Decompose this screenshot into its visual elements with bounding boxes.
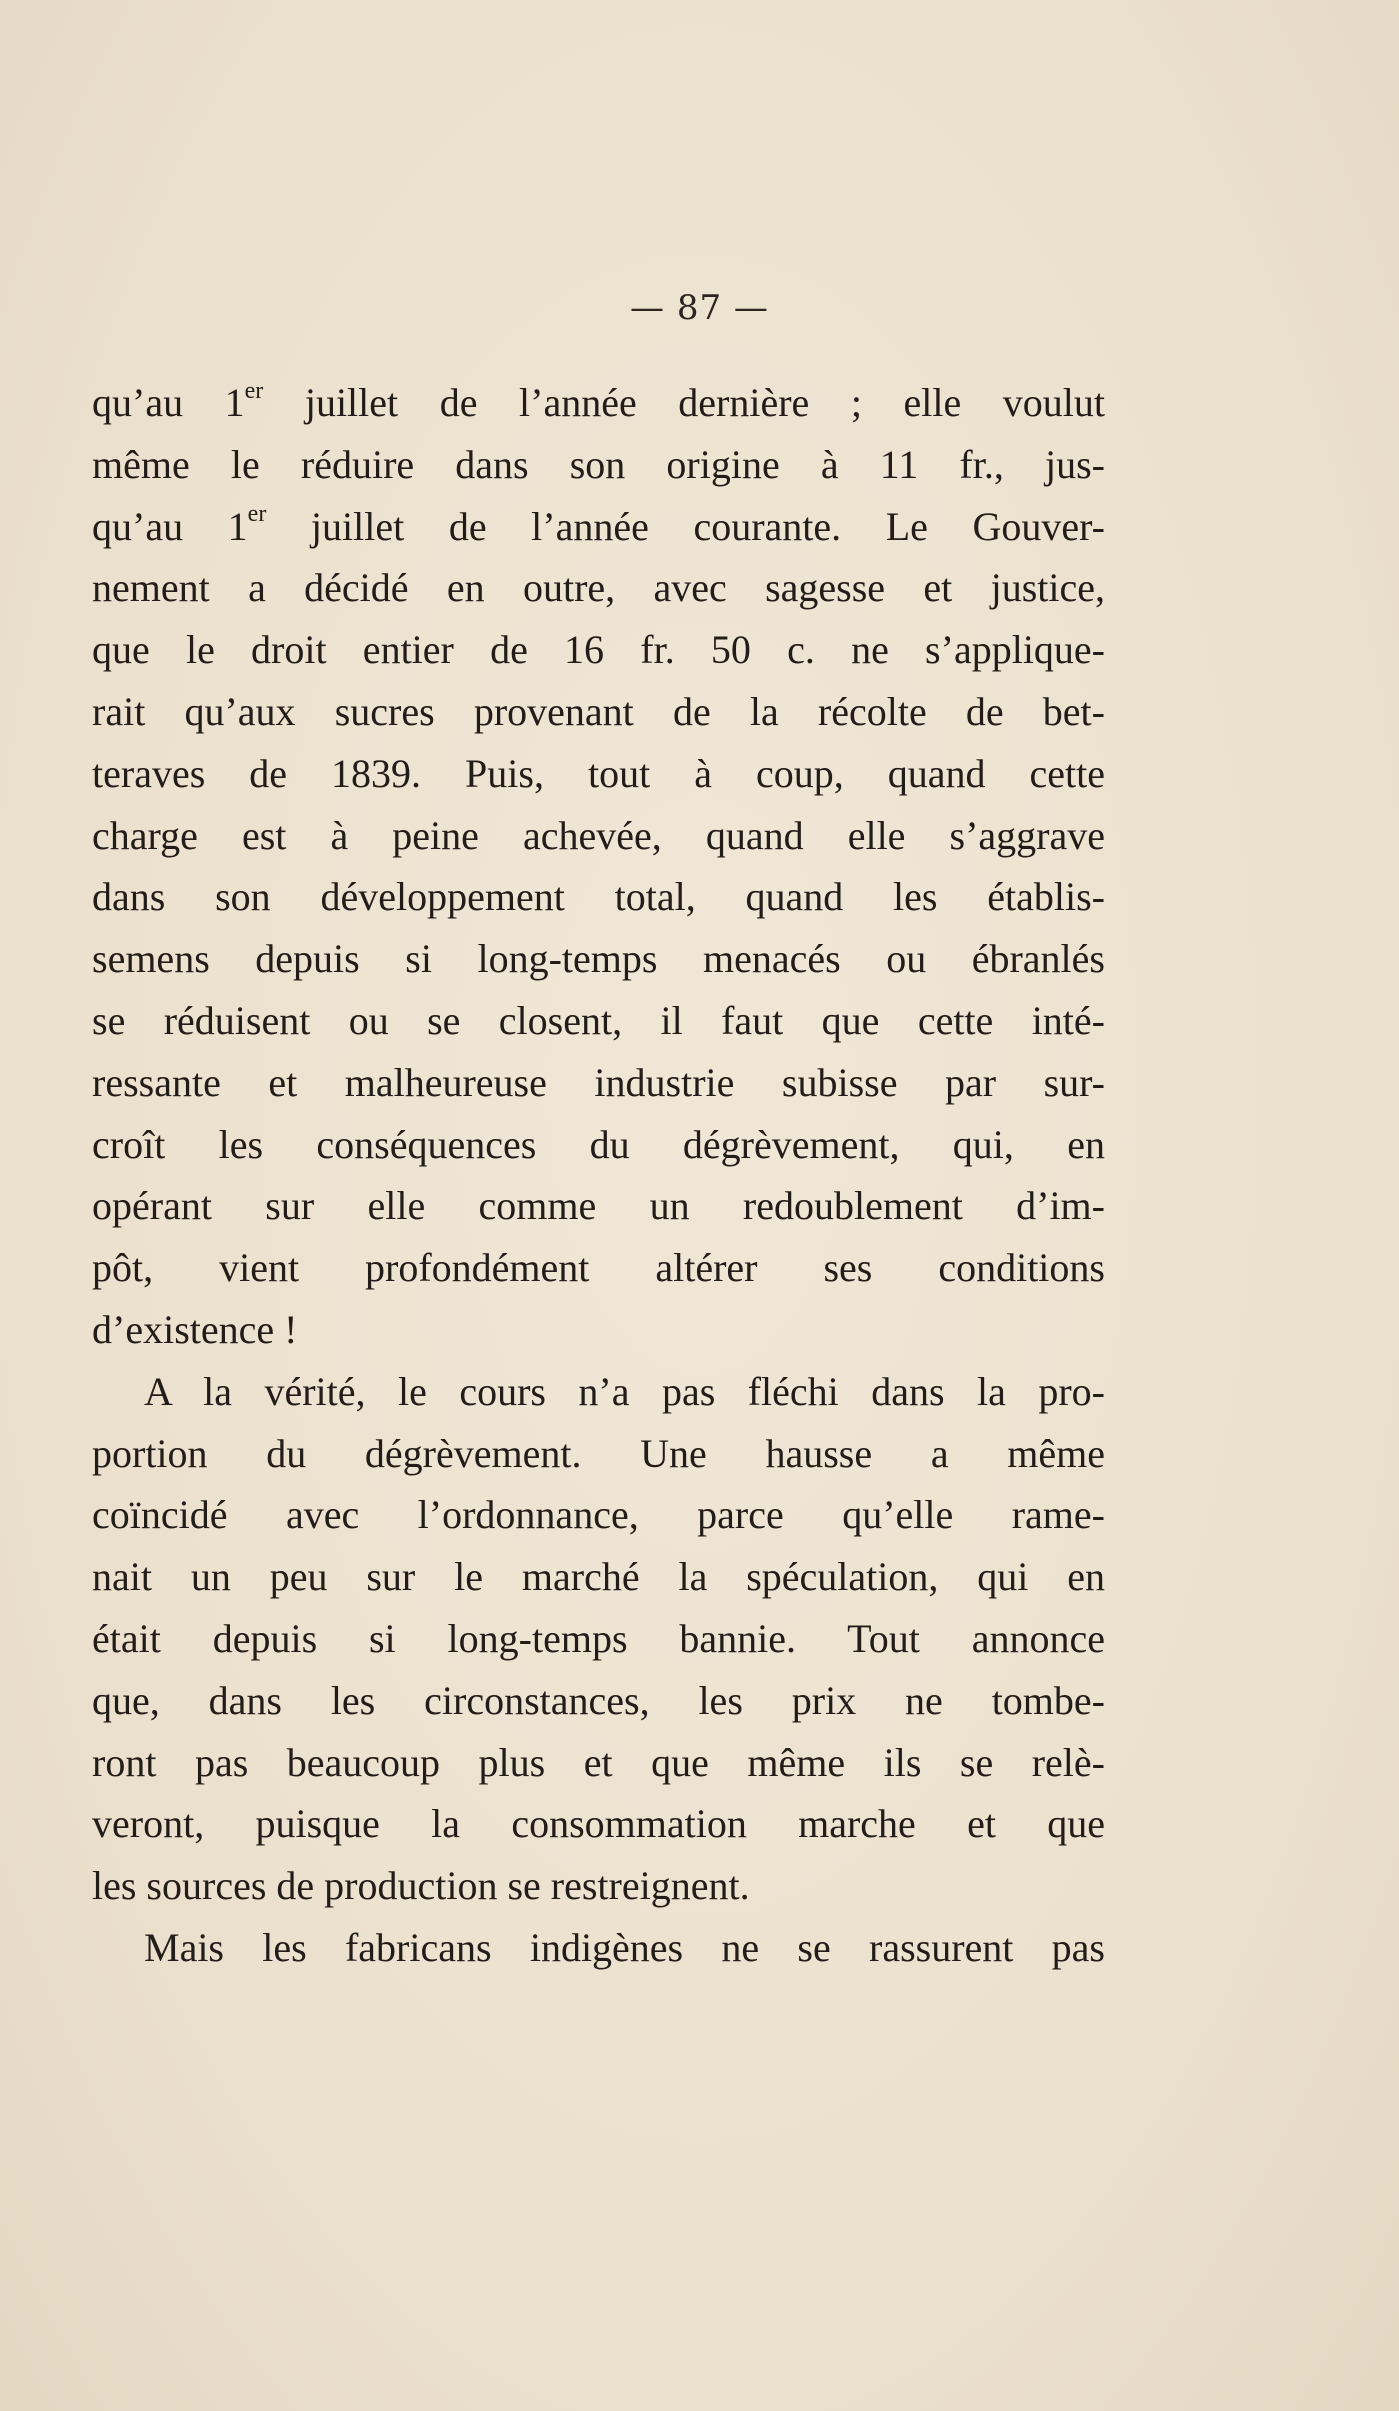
text-segment: semens depuis si long-temps menacés ou ébranlés bbox=[92, 936, 1105, 982]
text-segment: ressante et malheureuse industrie subisse par sur- bbox=[92, 1059, 1105, 1105]
text-segment: Mais les fabricans indigènes ne se rassurent pas bbox=[144, 1924, 1105, 1970]
text-line bbox=[92, 557, 1105, 619]
text-segment: les sources de production se restreignent. bbox=[92, 1863, 750, 1909]
text-segment: nait un peu sur le marché la spéculation, qui en bbox=[92, 1554, 1105, 1600]
text-line bbox=[92, 1608, 1105, 1670]
text-segment: se réduisent ou se closent, il faut que cette inté- bbox=[92, 997, 1105, 1043]
page-number: — 87 — bbox=[630, 288, 769, 328]
text-line bbox=[92, 1732, 1105, 1794]
text-line bbox=[92, 1175, 1105, 1237]
text-segment: veront, puisque la consommation marche et que bbox=[92, 1801, 1105, 1847]
text-line bbox=[92, 496, 1105, 558]
text-line bbox=[92, 1484, 1105, 1546]
text-segment: opérant sur elle comme un redoublement d’im- bbox=[92, 1183, 1105, 1229]
text-line bbox=[92, 1855, 1105, 1917]
text-line bbox=[92, 372, 1105, 434]
text-segment: juillet de l’année dernière ; elle voulut bbox=[263, 380, 1105, 425]
text-line bbox=[92, 805, 1105, 867]
text-line bbox=[92, 1670, 1105, 1732]
text-line bbox=[92, 990, 1105, 1052]
superscript: er bbox=[247, 501, 267, 528]
text-line bbox=[92, 434, 1105, 496]
text-segment: charge est à peine achevée, quand elle s’aggrave bbox=[92, 812, 1105, 858]
text-segment: que le droit entier de 16 fr. 50 c. ne s’applique- bbox=[92, 627, 1105, 673]
text-segment: qu’au 1 bbox=[92, 503, 248, 549]
text-line bbox=[92, 1793, 1105, 1855]
text-line bbox=[92, 1052, 1105, 1114]
text-segment: ront pas beaucoup plus et que même ils se relè- bbox=[92, 1739, 1105, 1785]
text-segment: A la vérité, le cours n’a pas fléchi dans la pro- bbox=[144, 1368, 1105, 1414]
superscript: er bbox=[244, 377, 264, 404]
text-segment: croît les conséquences du dégrèvement, qui, en bbox=[92, 1121, 1105, 1167]
text-line bbox=[92, 928, 1105, 990]
text-line bbox=[92, 1114, 1105, 1176]
text-segment: coïncidé avec l’ordonnance, parce qu’elle rame- bbox=[92, 1492, 1105, 1538]
text-segment: portion du dégrèvement. Une hausse a même bbox=[92, 1430, 1105, 1476]
text-line bbox=[92, 619, 1105, 681]
text-line bbox=[92, 1361, 1105, 1423]
text-line bbox=[92, 1546, 1105, 1608]
body-text bbox=[92, 372, 1105, 1979]
text-segment: qu’au 1 bbox=[92, 380, 245, 425]
text-line bbox=[92, 1917, 1105, 1979]
text-line bbox=[92, 681, 1105, 743]
text-segment: teraves de 1839. Puis, tout à coup, quand cette bbox=[92, 750, 1105, 796]
text-segment: même le réduire dans son origine à 11 fr., jus- bbox=[92, 441, 1105, 487]
text-line bbox=[92, 743, 1105, 805]
text-segment: nement a décidé en outre, avec sagesse et justice, bbox=[92, 565, 1105, 611]
text-line bbox=[92, 1423, 1105, 1485]
text-segment: que, dans les circonstances, les prix ne tombe- bbox=[92, 1677, 1105, 1723]
text-line bbox=[92, 1299, 1105, 1361]
text-segment: pôt, vient profondément altérer ses conditions bbox=[92, 1245, 1105, 1291]
text-segment: rait qu’aux sucres provenant de la récolte de bet- bbox=[92, 688, 1105, 734]
text-segment: dans son développement total, quand les établis- bbox=[92, 874, 1105, 920]
text-segment: était depuis si long-temps bannie. Tout annonce bbox=[92, 1615, 1105, 1661]
text-line bbox=[92, 1237, 1105, 1299]
text-segment: d’existence ! bbox=[92, 1306, 298, 1352]
text-segment: juillet de l’année courante. Le Gouver- bbox=[266, 503, 1105, 549]
text-line bbox=[92, 866, 1105, 928]
